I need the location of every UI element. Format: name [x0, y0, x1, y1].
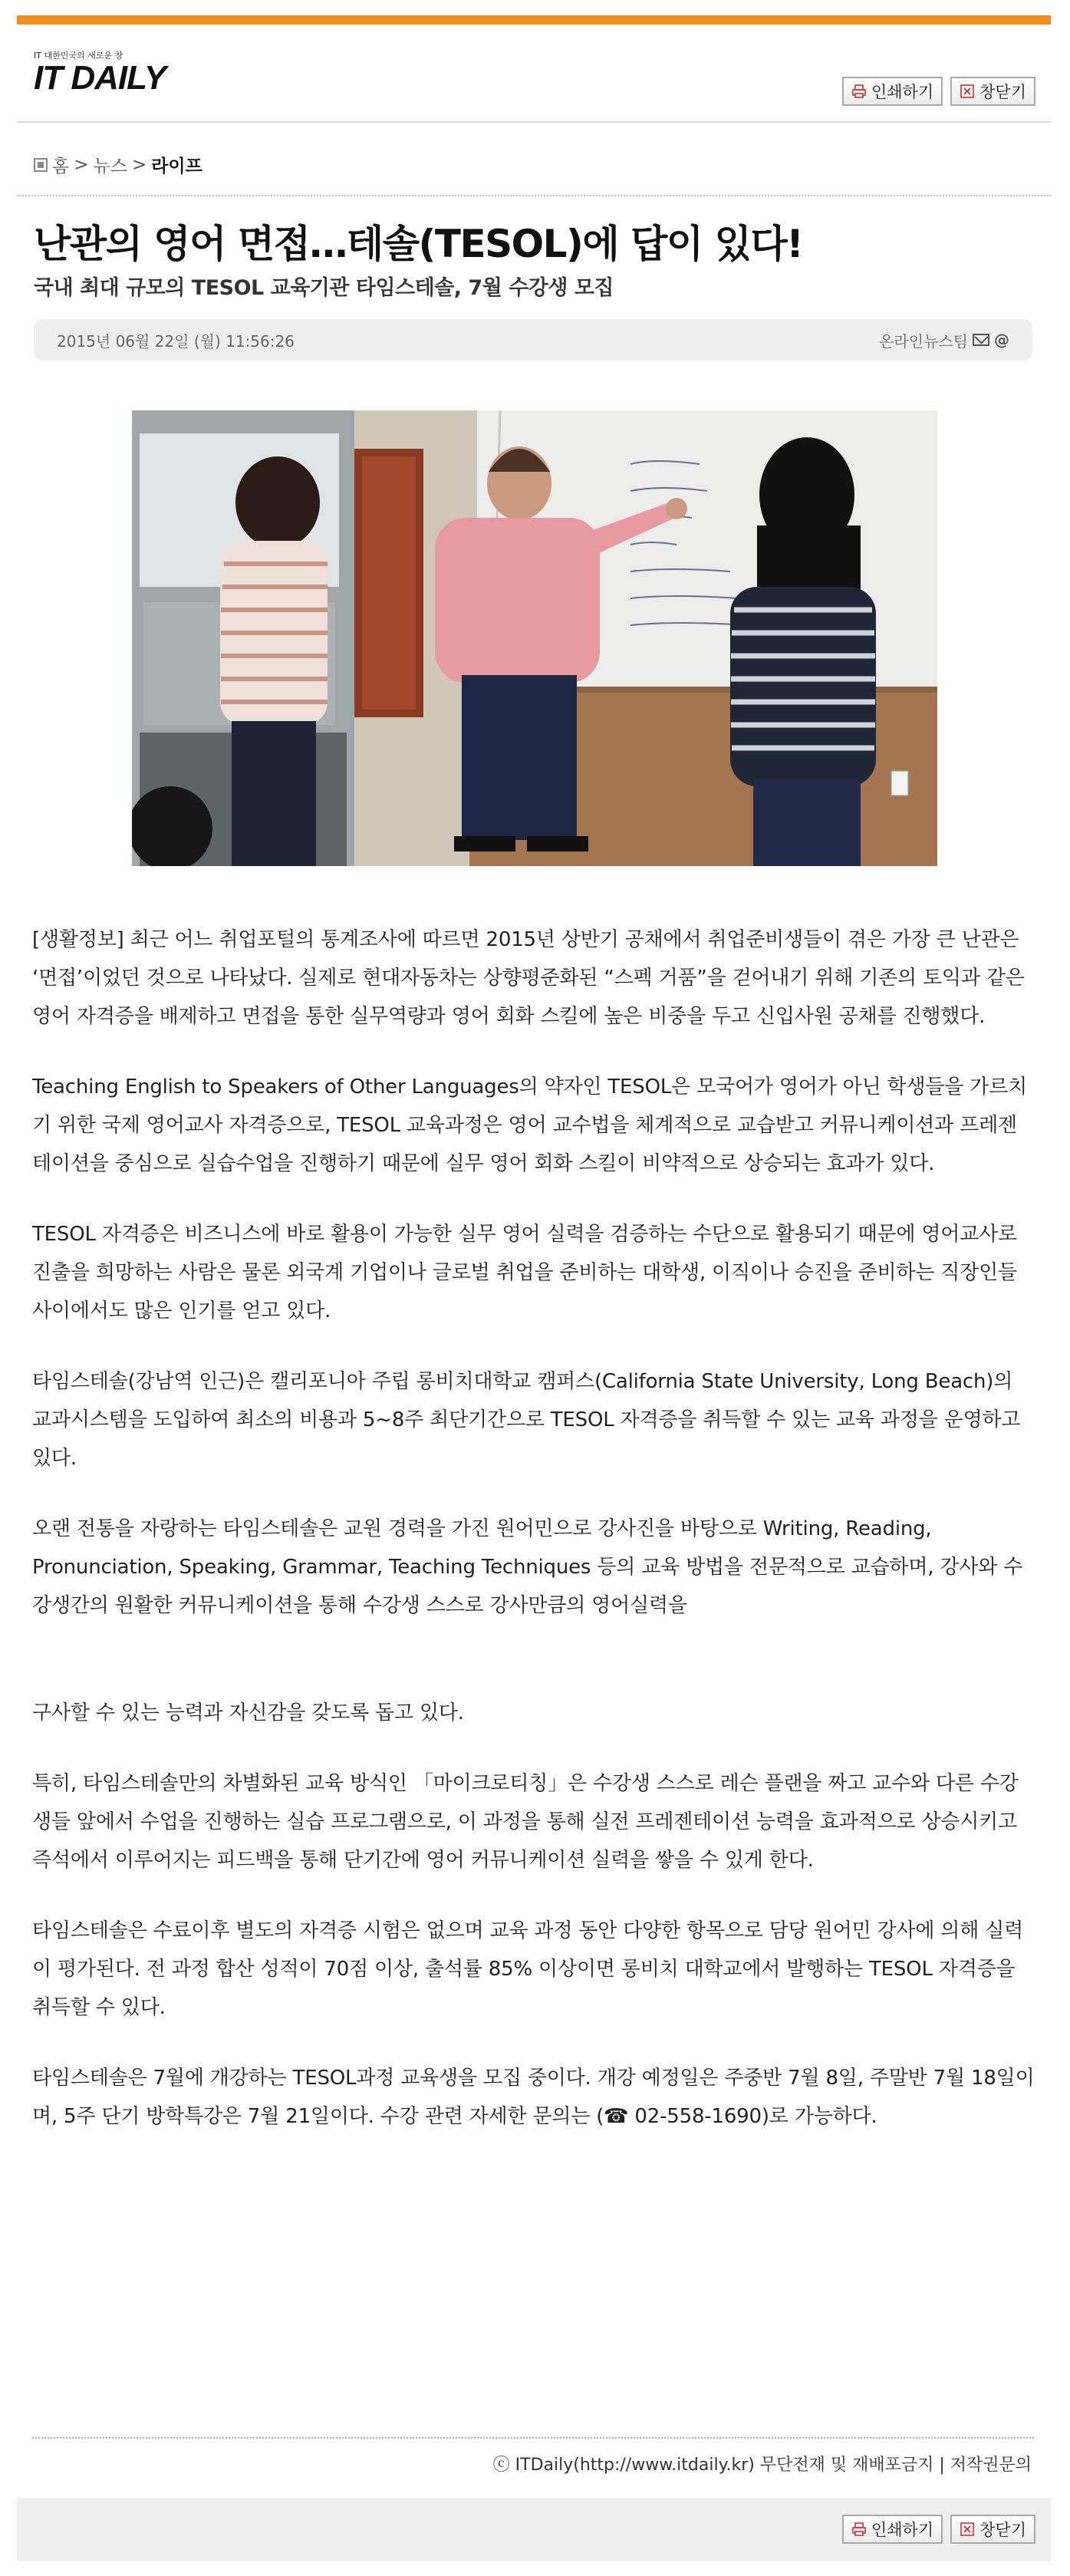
article-author: 온라인뉴스팀	[879, 331, 968, 351]
article-paragraph: 오랜 전통을 자랑하는 타임스테솔은 교원 경력을 가진 원어민으로 강사진을 바탕으로 Writing, Reading, Pronunciation, Speaking, Grammar, Teaching Techniques 등의 교육 방법을 전문적으로 교습하며, 강사와 수강생간의 원활한 커뮤니케이션을 통해 수강생 스스로 강사만큼의 영어실력을	[32, 1517, 1023, 1617]
article-subtitle: 국내 최대 규모의 TESOL 교육기관 타임스테솔, 7월 수강생 모집	[34, 276, 614, 300]
header-divider	[17, 121, 1051, 123]
top-toolbar	[842, 77, 1035, 106]
article-paragraph: [생활정보] 최근 어느 취업포털의 통계조사에 따르면 2015년 상반기 공채에서 취업준비생들이 겪은 가장 큰 난관은 ‘면접’이었던 것으로 나타났다. 실제로 현대자동차는 상향평준화된 “스펙 거품”을 걷어내기 위해 기존의 토익과 같은 영어 자격증을 배제하고 면접을 통한 실무역량과 영어 회화 스킬에 높은 비중을 두고 신입사원 공채를 진행했다.	[32, 928, 1025, 1028]
bottom-toolbar	[842, 2515, 1035, 2544]
top-accent-bar	[17, 15, 1051, 25]
close-box-icon	[960, 84, 975, 99]
article-paragraph: 타임스테솔(강남역 인근)은 캘리포니아 주립 롱비치대학교 캠퍼스(California State University, Long Beach)의 교과시스템을 도입하여 최소의 비용과 5~8주 최단기간으로 TESOL 자격증을 취득할 수 있는 교육 과정을 운영하고 있다.	[32, 1370, 1021, 1470]
breadcrumb-divider	[17, 195, 1051, 196]
copyright-notice: ⓒ ITDaily(http://www.itdaily.kr) 무단전재 및 재배포금지 | 저작권문의	[492, 2456, 1032, 2475]
article-title: 난관의 영어 면접…테솔(TESOL)에 답이 있다!	[34, 222, 803, 266]
article-paragraph: TESOL 자격증은 비즈니스에 바로 활용이 가능한 실무 영어 실력을 검증하는 수단으로 활용되기 때문에 영어교사로 진출을 희망하는 사람은 물론 외국계 기업이나 글로벌 취업을 준비하는 대학생, 이직이나 승진을 준비하는 직장인들 사이에서도 많은 인기를 얻고 있다.	[32, 1223, 1017, 1323]
breadcrumb-separator: >	[131, 154, 147, 175]
mail-icon[interactable]	[973, 334, 989, 346]
article-date: 2015년 06월 22일 (월) 11:56:26	[57, 331, 295, 351]
email-at-link[interactable]: @	[994, 331, 1009, 349]
logo-wordmark: IT DAILY	[34, 59, 166, 97]
breadcrumb-separator: >	[74, 154, 89, 175]
article-body	[32, 921, 1035, 2168]
article-paragraph: 타임스테솔은 7월에 개강하는 TESOL과정 교육생을 모집 중이다. 개강 예정일은 주중반 7월 8일, 주말반 7월 18일이며, 5주 단기 방학특강은 7월 21일이다. 수강 관련 자세한 문의는 (☎ 02-558-1690)로 가능하다.	[32, 2067, 1035, 2128]
classroom-photo-illustration	[132, 410, 937, 866]
close-window-button-bottom[interactable]	[950, 2515, 1035, 2544]
close-box-icon	[960, 2522, 975, 2537]
home-icon	[34, 158, 48, 172]
printer-icon	[851, 2522, 867, 2537]
print-button-bottom[interactable]	[842, 2515, 943, 2544]
footer-divider	[32, 2437, 1034, 2439]
article-meta-bar	[34, 319, 1032, 361]
print-button-label: 인쇄하기	[871, 83, 934, 101]
printer-icon	[851, 84, 867, 99]
breadcrumb-home[interactable]: 홈	[52, 156, 70, 176]
logo-tagline: IT 대한민국의 새로운 창	[34, 51, 123, 61]
breadcrumb-current[interactable]: 라이프	[151, 156, 202, 176]
article-photo	[132, 410, 937, 866]
close-window-button[interactable]	[950, 77, 1035, 106]
close-window-label: 창닫기	[979, 83, 1026, 101]
article-paragraph: Teaching English to Speakers of Other Languages의 약자인 TESOL은 모국어가 영어가 아닌 학생들을 가르치기 위한 국제 영어교사 자격증으로, TESOL 교육과정은 영어 교수법을 체계적으로 교습받고 커뮤니케이션과 프레젠테이션을 중심으로 실습수업을 진행하기 때문에 실무 영어 회화 스킬이 비약적으로 상승되는 효과가 있다.	[32, 1076, 1028, 1175]
article-paragraph: 구사할 수 있는 능력과 자신감을 갖도록 돕고 있다.	[32, 1701, 464, 1724]
breadcrumb	[34, 152, 202, 177]
breadcrumb-news[interactable]: 뉴스	[93, 156, 127, 176]
close-window-label: 창닫기	[979, 2521, 1026, 2539]
article-author-block	[879, 329, 1009, 351]
article-paragraph: 특히, 타임스테솔만의 차별화된 교육 방식인 「마이크로티칭」은 수강생 스스로 레슨 플랜을 짜고 교수와 다른 수강생들 앞에서 수업을 진행하는 실습 프로그램으로, 이 과정을 통해 실전 프레젠테이션 능력을 효과적으로 상승시키고 즉석에서 이루어지는 피드백을 통해 단기간에 영어 커뮤니케이션 실력을 쌓을 수 있게 한다.	[32, 1772, 1019, 1872]
site-logo[interactable]	[34, 51, 166, 95]
article-paragraph: 타임스테솔은 수료이후 별도의 자격증 시험은 없으며 교육 과정 동안 다양한 항목으로 담당 원어민 강사에 의해 실력이 평가된다. 전 과정 합산 성적이 70점 이상, 출석률 85% 이상이면 롱비치 대학교에서 발행하는 TESOL 자격증을 취득할 수 있다.	[32, 1919, 1024, 2019]
print-button-label: 인쇄하기	[871, 2521, 934, 2539]
print-button[interactable]	[842, 77, 943, 106]
